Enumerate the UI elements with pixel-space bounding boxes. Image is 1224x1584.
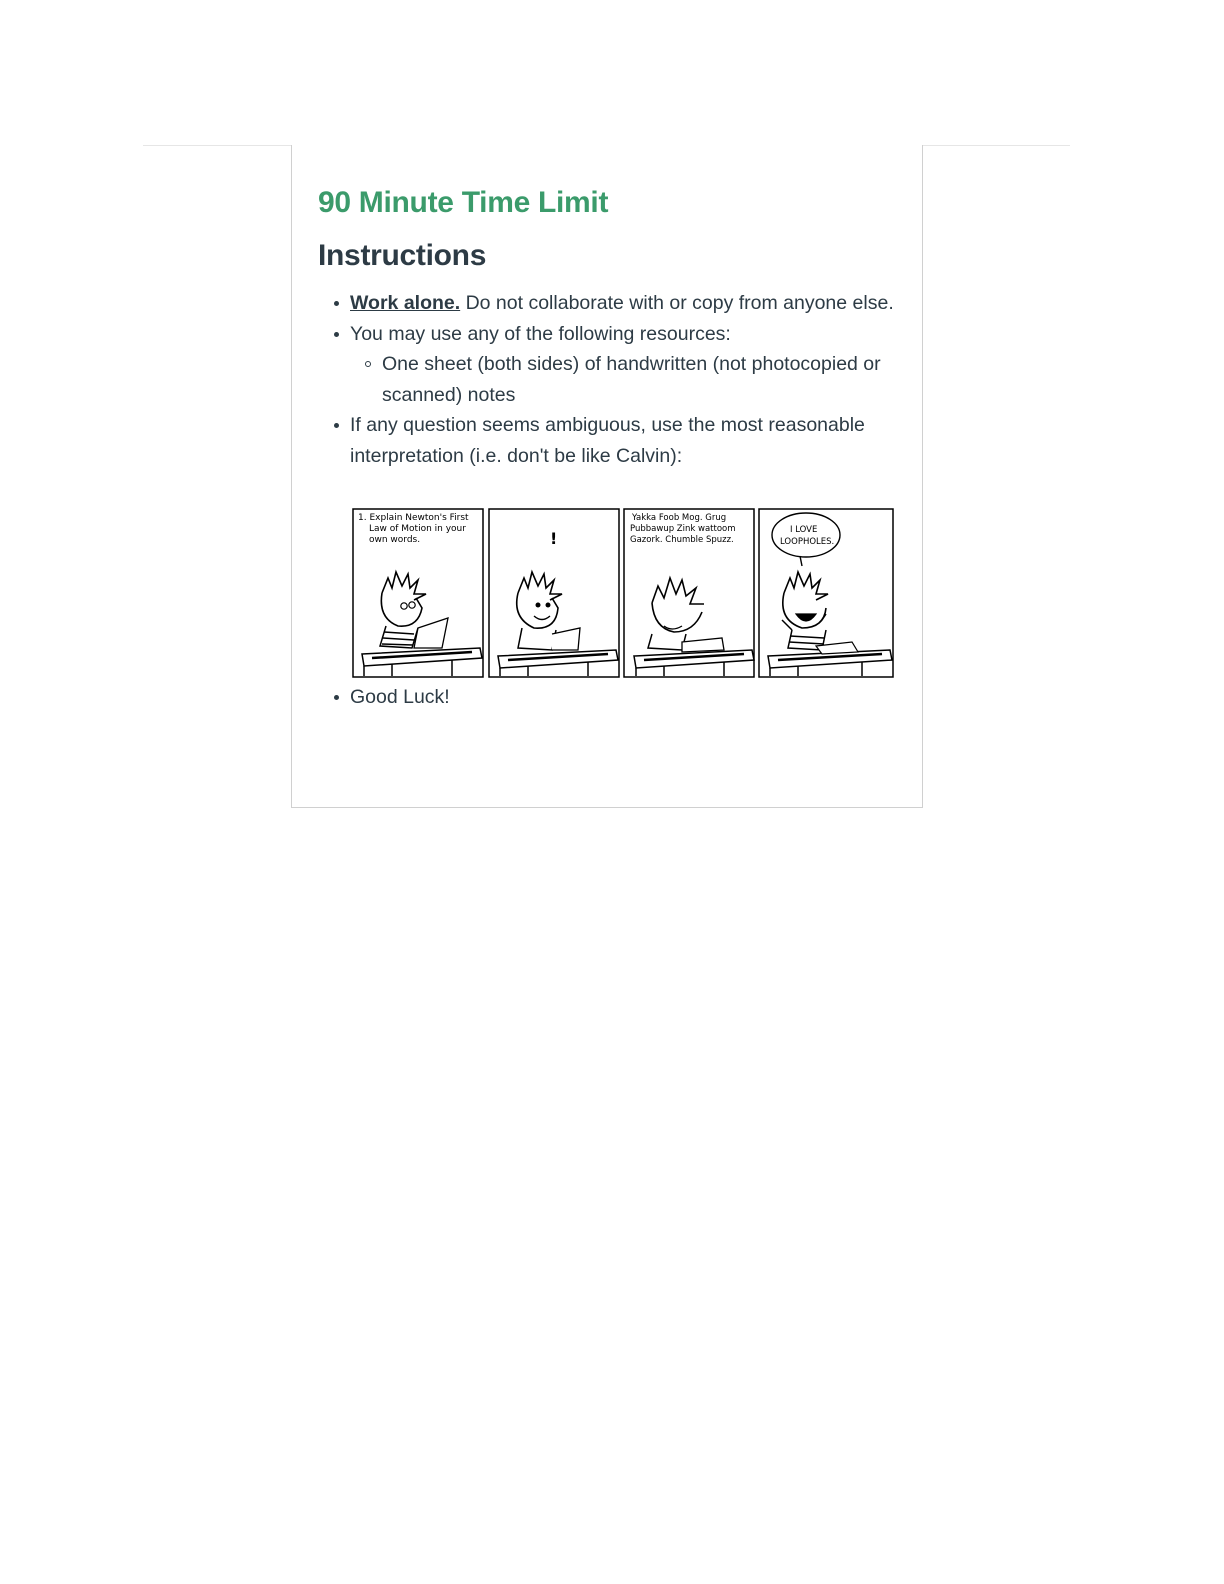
- comic-panel-1: [353, 509, 483, 677]
- comic-strip: [352, 508, 895, 680]
- comic-panel-3: [624, 509, 754, 677]
- content-card: [291, 145, 923, 808]
- page-title: 90 Minute Time Limit: [318, 186, 609, 219]
- emphasis-text: Work alone.: [350, 292, 461, 314]
- panel-3-caption-line-1: Yakka Foob Mog. Grug: [632, 512, 727, 523]
- sub-list-item-text: One sheet (both sides) of handwritten (not photocopied or scanned) notes: [382, 353, 881, 406]
- panel-3-caption-line-3: Gazork. Chumble Spuzz.: [630, 534, 734, 545]
- comic-panel-4: [759, 509, 893, 677]
- list-item-text: Good Luck!: [350, 685, 450, 708]
- comic-panel-2: [489, 509, 619, 677]
- card-content: [318, 183, 902, 712]
- list-item-text: You may use any of the following resources:: [350, 322, 731, 345]
- panel-1-caption-line-1: 1. Explain Newton's First: [358, 512, 469, 523]
- panel-1-caption-line-3: own words.: [369, 534, 421, 545]
- panel-2-exclamation: !: [550, 528, 558, 548]
- panel-3-caption-line-2: Pubbawup Zink wattoom: [630, 523, 736, 534]
- list-item: [350, 319, 902, 411]
- list-item: [350, 288, 902, 319]
- sub-list-item: [382, 349, 902, 410]
- panel-1-caption-line-2: Law of Motion in your: [369, 523, 466, 534]
- list-item-text: If any question seems ambiguous, use the most reasonable interpretation (i.e. don't be like Calvin):: [350, 414, 865, 467]
- list-item: [350, 410, 902, 679]
- sub-list: [350, 349, 902, 410]
- section-heading: Instructions: [318, 239, 487, 272]
- instructions-list: [318, 288, 902, 712]
- panel-4-speech-line-1: I LOVE: [790, 524, 818, 535]
- list-item-text: Do not collaborate with or copy from anyone else.: [460, 292, 894, 314]
- panel-4-speech-line-2: LOOPHOLES.: [780, 536, 835, 547]
- list-item: [350, 682, 902, 713]
- comic-strip-image: [352, 508, 895, 680]
